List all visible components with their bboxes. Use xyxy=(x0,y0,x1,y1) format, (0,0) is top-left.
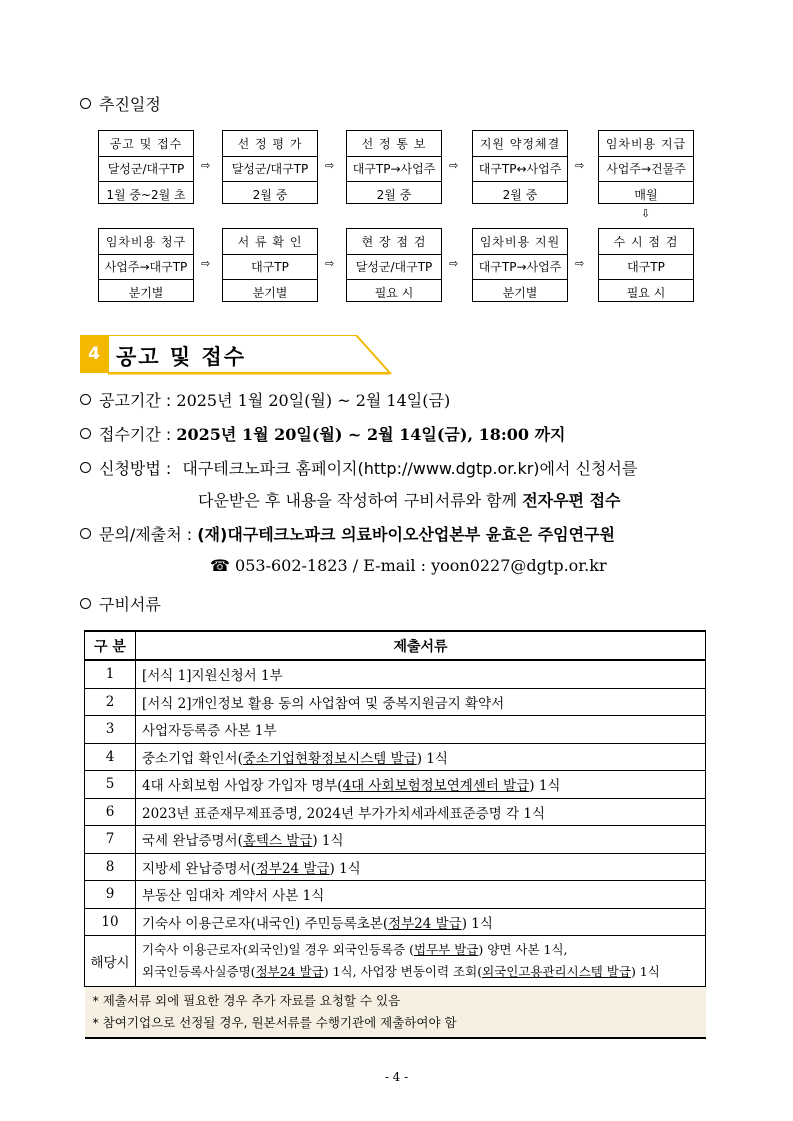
circle-bullet-icon xyxy=(80,598,91,609)
section-title: 공고 및 접수 xyxy=(116,345,247,369)
table-header xyxy=(85,631,706,660)
schedule-step-when: 분기별 xyxy=(252,285,288,300)
document-name: 국세 완납증명서(홈텍스 발급) 1식 xyxy=(136,826,706,854)
circle-bullet-icon xyxy=(80,394,91,405)
application-method: 신청방법 : 대구테크노파크 홈페이지(http://www.dgtp.or.kr)에서 신청서를 xyxy=(80,456,637,479)
table-row xyxy=(85,716,706,744)
row-number: 6 xyxy=(85,798,136,826)
arrow-right-icon: ⇨ xyxy=(325,257,335,270)
document-name: [서식 1]지원신청서 1부 xyxy=(136,660,706,688)
schedule-step-head: 공고 및 접수 xyxy=(99,131,193,157)
schedule-step-head: 임차비용 지원 xyxy=(473,229,567,255)
document-name: 2023년 표준재무제표증명, 2024년 부가가치세과세표준증명 각 1식 xyxy=(136,798,706,826)
schedule-step xyxy=(598,130,694,204)
schedule-step-head: 지원 약정체결 xyxy=(473,131,567,157)
arrow-right-icon: ⇨ xyxy=(201,257,211,270)
schedule-step-who: 사업주→대구TP xyxy=(99,255,193,281)
arrow-right-icon: ⇨ xyxy=(449,257,459,270)
contact-phone-email: ☎ 053-602-1823 / E-mail : yoon0227@dgtp.or.kr xyxy=(210,556,607,575)
page-number: - 4 - xyxy=(384,1070,409,1084)
row-number: 10 xyxy=(85,908,136,936)
document-name: 기숙사 이용근로자(내국인) 주민등록초본(정부24 발급) 1식 xyxy=(136,908,706,936)
arrow-right-icon: ⇨ xyxy=(575,159,585,172)
table-row: 해당시 기숙사 이용근로자(외국인)일 경우 외국인등록증 (법무부 발급) 양면 사본 1식, 외국인등록사실증명(정부24 발급) 1식, 사업장 변동이력 조회(외국인고용관리시스템 발급) 1식 xyxy=(85,936,706,987)
note-1: * 제출서류 외에 필요한 경우 추가 자료를 요청할 수 있음 xyxy=(92,993,401,1008)
col-header-num: 구 분 xyxy=(85,631,136,660)
schedule-step xyxy=(346,228,442,302)
note-2: * 참여기업으로 선정될 경우, 원본서류를 수행기관에 제출하여야 함 xyxy=(92,1015,457,1030)
arrow-down-icon: ⇩ xyxy=(641,207,651,220)
row-number: 3 xyxy=(85,716,136,744)
schedule-step-head: 현 장 점 검 xyxy=(347,229,441,255)
schedule-step xyxy=(222,228,318,302)
schedule-step-when: 필요 시 xyxy=(626,285,666,300)
schedule-step xyxy=(98,130,194,204)
table-row xyxy=(85,743,706,771)
schedule-step-when: 매월 xyxy=(634,187,658,202)
schedule-step-when: 2월 중 xyxy=(502,187,538,202)
schedule-step-when: 2월 중 xyxy=(252,187,288,202)
schedule-step-who: 사업주→건물주 xyxy=(599,157,693,183)
schedule-step-head: 수 시 점 검 xyxy=(599,229,693,255)
row-number: 9 xyxy=(85,881,136,909)
schedule-step xyxy=(222,130,318,204)
schedule-step-who: 달성군/대구TP xyxy=(347,255,441,281)
schedule-step-head: 서 류 확 인 xyxy=(223,229,317,255)
document-name: 지방세 완납증명서(정부24 발급) 1식 xyxy=(136,853,706,881)
schedule-step-head: 선 정 평 가 xyxy=(223,131,317,157)
schedule-step-who: 대구TP→사업주 xyxy=(473,255,567,281)
notice-period: 공고기간 : 2025년 1월 20일(월) ~ 2월 14일(금) xyxy=(80,388,450,411)
schedule-step-when: 분기별 xyxy=(128,285,164,300)
document-name: 부동산 임대차 계약서 사본 1식 xyxy=(136,881,706,909)
contact-info: 문의/제출처 : (재)대구테크노파크 의료바이오산업본부 윤효은 주임연구원 xyxy=(80,522,615,545)
schedule-step xyxy=(598,228,694,302)
table-notes xyxy=(85,987,706,1039)
schedule-step xyxy=(98,228,194,302)
schedule-step-head: 선 정 통 보 xyxy=(347,131,441,157)
document-name: [서식 2]개인정보 활용 동의 사업참여 및 중복지원금지 확약서 xyxy=(136,688,706,716)
arrow-right-icon: ⇨ xyxy=(449,159,459,172)
schedule-step-head: 임차비용 청구 xyxy=(99,229,193,255)
table-row xyxy=(85,688,706,716)
table-row xyxy=(85,771,706,799)
document-name: 4대 사회보험 사업장 가입자 명부(4대 사회보험정보연계센터 발급) 1식 xyxy=(136,771,706,799)
table-row xyxy=(85,908,706,936)
schedule-step-who: 달성군/대구TP xyxy=(99,157,193,183)
table-row xyxy=(85,826,706,854)
schedule-step-when: 2월 중 xyxy=(376,187,412,202)
schedule-step-who: 대구TP→사업주 xyxy=(347,157,441,183)
schedule-step-who: 대구TP xyxy=(223,255,317,281)
required-documents-table xyxy=(84,630,706,1039)
table-row xyxy=(85,881,706,909)
schedule-heading: 추진일정 xyxy=(80,92,161,115)
schedule-step xyxy=(472,228,568,302)
circle-bullet-icon xyxy=(80,98,91,109)
schedule-step xyxy=(346,130,442,204)
table-row xyxy=(85,798,706,826)
document-name: 사업자등록증 사본 1부 xyxy=(136,716,706,744)
schedule-step-who: 대구TP xyxy=(599,255,693,281)
schedule-step-head: 임차비용 지급 xyxy=(599,131,693,157)
row-number: 1 xyxy=(85,660,136,688)
phone-icon: ☎ xyxy=(210,556,230,575)
table-row xyxy=(85,660,706,688)
row-number: 7 xyxy=(85,826,136,854)
arrow-right-icon: ⇨ xyxy=(201,159,211,172)
schedule-step xyxy=(472,130,568,204)
circle-bullet-icon xyxy=(80,528,91,539)
arrow-right-icon: ⇨ xyxy=(575,257,585,270)
row-number: 2 xyxy=(85,688,136,716)
table-row xyxy=(85,853,706,881)
schedule-step-when: 필요 시 xyxy=(374,285,414,300)
schedule-step-who: 대구TP↔사업주 xyxy=(473,157,567,183)
schedule-step-when: 1월 중~2월 초 xyxy=(106,187,186,202)
circle-bullet-icon xyxy=(80,462,91,473)
receipt-period: 접수기간 : 2025년 1월 20일(월) ~ 2월 14일(금), 18:00 까지 xyxy=(80,422,566,445)
section-number: 4 xyxy=(80,335,108,373)
arrow-right-icon: ⇨ xyxy=(325,159,335,172)
document-name: 중소기업 확인서(중소기업현황정보시스템 발급) 1식 xyxy=(136,743,706,771)
circle-bullet-icon xyxy=(80,428,91,439)
row-number: 4 xyxy=(85,743,136,771)
schedule-step-when: 분기별 xyxy=(502,285,538,300)
schedule-step-who: 달성군/대구TP xyxy=(223,157,317,183)
col-header-doc: 제출서류 xyxy=(136,631,706,660)
row-number: 5 xyxy=(85,771,136,799)
application-method-line2: 다운받은 후 내용을 작성하여 구비서류와 함께 전자우편 접수 xyxy=(198,491,621,510)
row-number: 8 xyxy=(85,853,136,881)
required-docs-heading: 구비서류 xyxy=(80,592,161,615)
